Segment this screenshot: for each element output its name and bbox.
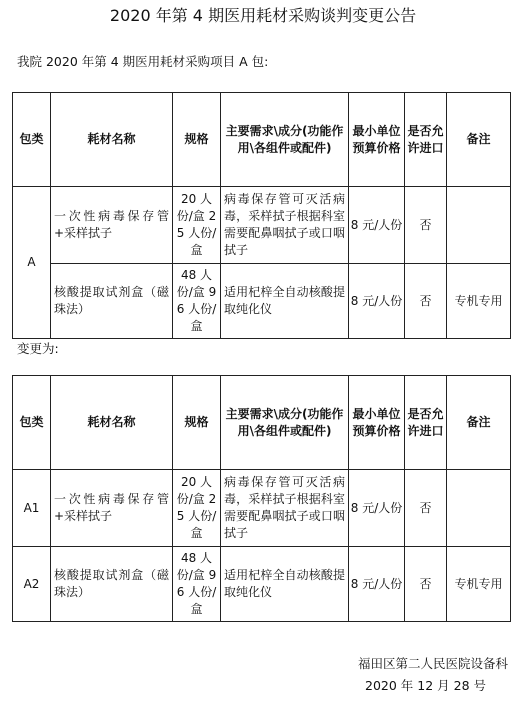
item-requirements: 适用杞梓全自动核酸提取纯化仪 bbox=[221, 547, 349, 622]
table-header-row bbox=[13, 376, 511, 470]
changed-table bbox=[12, 375, 511, 622]
package-cell: A bbox=[13, 187, 51, 339]
header-note: 备注 bbox=[447, 93, 511, 187]
item-name: 一次性病毒保存管+采样拭子 bbox=[51, 470, 173, 547]
header-name: 耗材名称 bbox=[51, 93, 173, 187]
header-import: 是否允许进口 bbox=[405, 376, 447, 470]
item-price: 8 元/人份 bbox=[349, 547, 405, 622]
item-name: 核酸提取试剂盒（磁珠法） bbox=[51, 547, 173, 622]
item-price: 8 元/人份 bbox=[349, 470, 405, 547]
header-name: 耗材名称 bbox=[51, 376, 173, 470]
item-spec: 48 人份/盒 96 人份/盒 bbox=[173, 264, 221, 339]
header-import: 是否允许进口 bbox=[405, 93, 447, 187]
header-price: 最小单位预算价格 bbox=[349, 93, 405, 187]
item-price: 8 元/人份 bbox=[349, 187, 405, 264]
item-import: 否 bbox=[405, 264, 447, 339]
item-requirements: 病毒保存管可灭活病毒，采样拭子根据科室需要配鼻咽拭子或口咽拭子 bbox=[221, 470, 349, 547]
item-note: 专机专用 bbox=[447, 264, 511, 339]
item-name: 一次性病毒保存管+采样拭子 bbox=[51, 187, 173, 264]
item-import: 否 bbox=[405, 547, 447, 622]
item-spec: 20 人份/盒 25 人份/盒 bbox=[173, 470, 221, 547]
item-price: 8 元/人份 bbox=[349, 264, 405, 339]
footer-organization: 福田区第二人民医院设备科 bbox=[357, 656, 508, 671]
table-header-row bbox=[13, 93, 511, 187]
page-title: 2020 年第 4 期医用耗材采购谈判变更公告 bbox=[109, 6, 417, 25]
item-import: 否 bbox=[405, 187, 447, 264]
footer-date: 2020 年 12 月 28 号 bbox=[365, 678, 486, 693]
header-requirements: 主要需求\成分(功能作用\各组件或配件) bbox=[221, 376, 349, 470]
table-row bbox=[13, 470, 511, 547]
header-spec: 规格 bbox=[173, 376, 221, 470]
header-note: 备注 bbox=[447, 376, 511, 470]
header-package: 包类 bbox=[13, 93, 51, 187]
package-cell: A2 bbox=[13, 547, 51, 622]
package-cell: A1 bbox=[13, 470, 51, 547]
item-spec: 20 人份/盒 25 人份/盒 bbox=[173, 187, 221, 264]
original-table bbox=[12, 92, 511, 339]
table-row bbox=[13, 547, 511, 622]
item-import: 否 bbox=[405, 470, 447, 547]
header-requirements: 主要需求\成分(功能作用\各组件或配件) bbox=[221, 93, 349, 187]
table-row bbox=[13, 187, 511, 264]
header-package: 包类 bbox=[13, 376, 51, 470]
item-note bbox=[447, 187, 511, 264]
item-note bbox=[447, 470, 511, 547]
item-note: 专机专用 bbox=[447, 547, 511, 622]
change-label: 变更为: bbox=[17, 341, 59, 356]
item-requirements: 病毒保存管可灭活病毒，采样拭子根据科室需要配鼻咽拭子或口咽拭子 bbox=[221, 187, 349, 264]
header-price: 最小单位预算价格 bbox=[349, 376, 405, 470]
header-spec: 规格 bbox=[173, 93, 221, 187]
item-spec: 48 人份/盒 96 人份/盒 bbox=[173, 547, 221, 622]
intro-text: 我院 2020 年第 4 期医用耗材采购项目 A 包: bbox=[17, 54, 269, 69]
table-row bbox=[13, 264, 511, 339]
item-requirements: 适用杞梓全自动核酸提取纯化仪 bbox=[221, 264, 349, 339]
item-name: 核酸提取试剂盒（磁珠法） bbox=[51, 264, 173, 339]
